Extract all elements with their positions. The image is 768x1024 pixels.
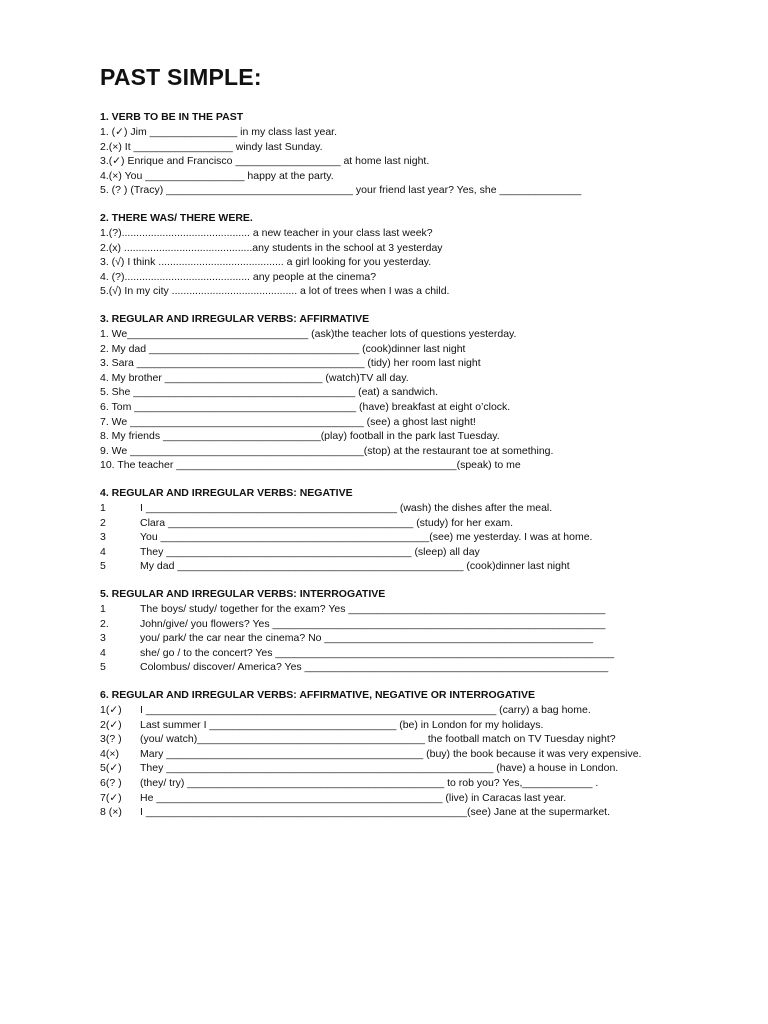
section-interrogative xyxy=(100,587,680,675)
item-text: she/ go / to the concert? Yes __________________________________________________________ xyxy=(140,646,615,659)
exercise-line xyxy=(100,602,680,617)
item-number: 3 xyxy=(100,632,106,645)
item-text: Mary ____________________________________________ (buy) the book because it was very expensive. xyxy=(140,747,642,760)
exercise-line: 7. We ________________________________________ (see) a ghost last night! xyxy=(100,415,476,428)
exercise-line: 2.(x) ............................................any students in the school at 3 yesterday xyxy=(100,241,443,254)
exercise-line: 6. Tom ______________________________________ (have) breakfast at eight o’clock. xyxy=(100,400,511,413)
item-text: The boys/ study/ together for the exam? Yes ____________________________________________ xyxy=(140,603,606,615)
item-text: (they/ try) ____________________________________________ to rob you? Yes,____________ . xyxy=(140,776,599,789)
exercise-line xyxy=(100,559,680,574)
item-number: 3(? ) xyxy=(100,733,122,746)
section-affirmative xyxy=(100,312,680,473)
section-heading: 5. REGULAR AND IRREGULAR VERBS: INTERROGATIVE xyxy=(100,588,386,600)
item-text: John/give/ you flowers? Yes _________________________________________________________ xyxy=(140,617,606,630)
exercise-line xyxy=(100,530,680,545)
item-text: They __________________________________________ (sleep) all day xyxy=(140,545,480,558)
item-text: They ________________________________________________________ (have) a house in London. xyxy=(140,762,619,775)
section-heading: 6. REGULAR AND IRREGULAR VERBS: AFFIRMATIVE, NEGATIVE OR INTERROGATIVE xyxy=(100,689,535,701)
exercise-line: 1. (✓) Jim _______________ in my class last year. xyxy=(100,126,338,138)
item-number: 4 xyxy=(100,646,106,659)
section-heading: 3. REGULAR AND IRREGULAR VERBS: AFFIRMATIVE xyxy=(100,313,370,325)
item-text: (you/ watch)_______________________________________ the football match on TV Tuesday night? xyxy=(140,733,616,746)
exercise-line: 5. She ______________________________________ (eat) a sandwich. xyxy=(100,386,439,399)
item-number: 4 xyxy=(100,545,106,558)
item-number: 5 xyxy=(100,661,106,674)
exercise-line: 1.(?)............................................ a new teacher in your class last week? xyxy=(100,227,433,239)
exercise-line xyxy=(100,631,680,646)
item-number: 1(✓) xyxy=(100,704,122,716)
item-number: 3 xyxy=(100,531,106,544)
item-number: 5 xyxy=(100,560,106,573)
exercise-line xyxy=(100,703,680,718)
exercise-line: 3.(✓) Enrique and Francisco __________________ at home last night. xyxy=(100,155,430,168)
exercise-line xyxy=(100,761,680,776)
item-number: 2(✓) xyxy=(100,718,122,731)
exercise-line xyxy=(100,805,680,820)
section-heading: 2. THERE WAS/ THERE WERE. xyxy=(100,212,253,224)
exercise-line xyxy=(100,776,680,791)
item-number: 6(? ) xyxy=(100,776,122,789)
item-text: I ___________________________________________ (wash) the dishes after the meal. xyxy=(140,502,553,514)
section-negative xyxy=(100,486,680,574)
section-verb-to-be xyxy=(100,110,680,198)
exercise-line: 3. Sara _______________________________________ (tidy) her room last night xyxy=(100,357,481,370)
item-text: My dad _________________________________________________ (cook)dinner last night xyxy=(140,560,570,573)
exercise-line: 10. The teacher ________________________________________________(speak) to me xyxy=(100,459,521,472)
exercise-line xyxy=(100,516,680,531)
item-number: 1 xyxy=(100,502,106,514)
exercise-line xyxy=(100,791,680,806)
exercise-line xyxy=(100,646,680,661)
item-text: you/ park/ the car near the cinema? No ______________________________________________ xyxy=(140,632,594,645)
exercise-line: 4.(×) You _________________ happy at the party. xyxy=(100,169,334,182)
section-heading: 1. VERB TO BE IN THE PAST xyxy=(100,111,244,123)
item-text: Colombus/ discover/ America? Yes ____________________________________________________ xyxy=(140,661,609,674)
exercise-line xyxy=(100,660,680,675)
exercise-line: 8. My friends ___________________________(play) football in the park last Tuesday. xyxy=(100,430,500,443)
item-text: Last summer I ________________________________ (be) in London for my holidays. xyxy=(140,718,544,731)
exercise-line: 1. We_______________________________ (ask)the teacher lots of questions yesterday. xyxy=(100,328,517,340)
exercise-line: 5.(√) In my city ........................................... a lot of trees when I was a child. xyxy=(100,285,450,298)
item-number: 7(✓) xyxy=(100,791,122,804)
section-there-was-were xyxy=(100,211,680,299)
exercise-line xyxy=(100,617,680,632)
item-text: I ____________________________________________________________ (carry) a bag home. xyxy=(140,704,591,716)
exercise-line: 4. My brother ___________________________ (watch)TV all day. xyxy=(100,371,409,384)
item-text: He _________________________________________________ (live) in Caracas last year. xyxy=(140,791,567,804)
item-number: 4(×) xyxy=(100,747,119,760)
item-number: 8 (×) xyxy=(100,806,122,819)
exercise-line xyxy=(100,501,680,516)
item-text: Clara __________________________________________ (study) for her exam. xyxy=(140,516,514,529)
exercise-line: 5. (? ) (Tracy) ________________________________ your friend last year? Yes, she ______________ xyxy=(100,184,582,197)
exercise-line: 3. (√) I think ........................................... a girl looking for you yesterday. xyxy=(100,256,432,269)
item-number: 2. xyxy=(100,617,109,630)
item-number: 5(✓) xyxy=(100,762,122,775)
item-number: 2 xyxy=(100,516,106,529)
section-heading: 4. REGULAR AND IRREGULAR VERBS: NEGATIVE xyxy=(100,487,353,499)
exercise-line xyxy=(100,747,680,762)
exercise-line: 2. My dad ____________________________________ (cook)dinner last night xyxy=(100,342,466,355)
item-number: 1 xyxy=(100,603,106,615)
section-mixed xyxy=(100,688,680,820)
exercise-line: 4. (?)........................................... any people at the cinema? xyxy=(100,270,377,283)
page-title: PAST SIMPLE: xyxy=(100,64,262,90)
item-text: You ______________________________________________(see) me yesterday. I was at home. xyxy=(140,531,593,544)
exercise-line xyxy=(100,545,680,560)
exercise-line xyxy=(100,718,680,733)
exercise-line: 9. We ________________________________________(stop) at the restaurant toe at something. xyxy=(100,444,554,457)
exercise-line: 2.(×) It _________________ windy last Sunday. xyxy=(100,140,323,153)
item-text: I _______________________________________________________(see) Jane at the supermarket. xyxy=(140,806,610,819)
exercise-line xyxy=(100,732,680,747)
